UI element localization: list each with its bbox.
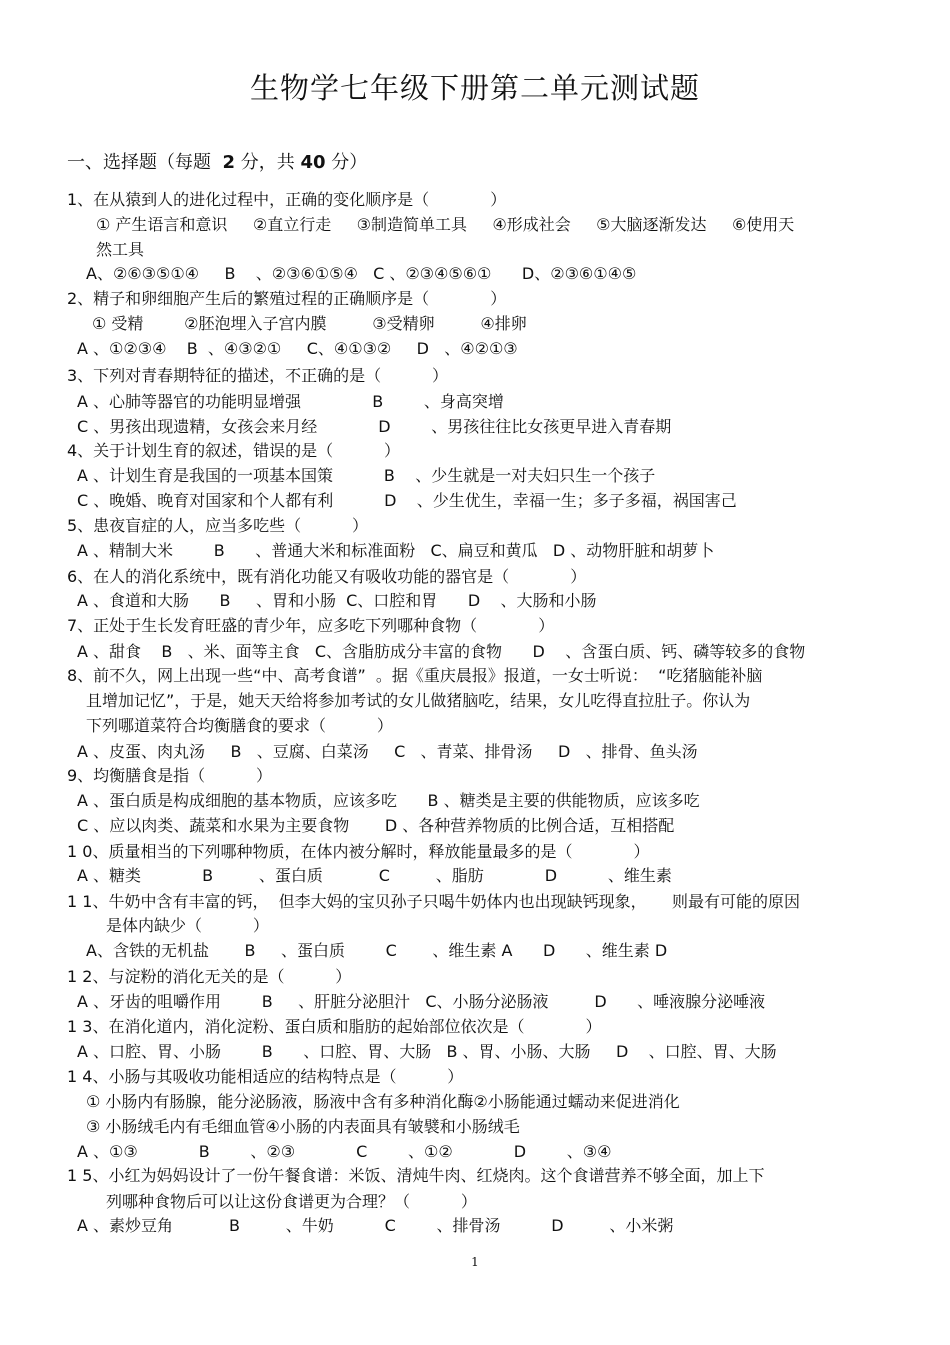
q4-options-cd: C 、晚婚、晚育对国家和个人都有利 D 、少生优生，幸福一生；多子多福，祸国害己 — [77, 491, 737, 510]
question-1: 1、在从猿到人的进化过程中，正确的变化顺序是（ ） — [67, 190, 507, 209]
question-6: 6、在人的消化系统中，既有消化功能又有吸收功能的器官是（ ） — [67, 567, 587, 586]
q3-options-ab: A 、心肺等器官的功能明显增强 B 、身高突增 — [77, 392, 504, 411]
q3-options-cd: C 、男孩出现遗精，女孩会来月经 D 、男孩往往比女孩更早进入青春期 — [77, 417, 672, 436]
q1-items: ① 产生语言和意识 ②直立行走 ③制造简单工具 ④形成社会 ⑤大脑逐渐发达 ⑥使用天 — [96, 215, 795, 234]
q14-items: ① 小肠内有肠腺，能分泌肠液，肠液中含有多种消化酶②小肠能通过蠕动来促进消化 — [86, 1092, 680, 1111]
q13-options: A 、口腔、胃、小肠 B 、口腔、胃、大肠 B 、胃、小肠、大肠 D 、口腔、胃、大肠 — [77, 1042, 777, 1061]
q4-options-ab: A 、计划生育是我国的一项基本国策 B 、少生就是一对夫妇只生一个孩子 — [77, 466, 656, 485]
question-2: 2、精子和卵细胞产生后的繁殖过程的正确顺序是（ ） — [67, 289, 507, 308]
q9-options-ab: A 、蛋白质是构成细胞的基本物质，应该多吃 B 、糖类是主要的供能物质，应该多吃 — [77, 791, 700, 810]
question-10: 1 0、质量相当的下列哪种物质，在体内被分解时，释放能量最多的是（ ） — [67, 842, 650, 861]
section-mid: 分，共 — [234, 152, 301, 173]
section-lead: 一、选择题（每题 — [67, 152, 223, 173]
question-9: 9、均衡膳食是指（ ） — [67, 766, 273, 785]
question-5: 5、患夜盲症的人，应当多吃些（ ） — [67, 516, 369, 535]
q8-text-cont: 且增加记忆”，于是，她天天给将参加考试的女儿做猪脑吃，结果，女儿吃得直拉肚子。你认为 — [86, 691, 751, 710]
question-11: 1 1、牛奶中含有丰富的钙， 但李大妈的宝贝孙子只喝牛奶体内也出现缺钙现象， 则最有可能的原因 — [67, 892, 801, 911]
question-15: 1 5、小红为妈妈设计了一份午餐食谱：米饭、清炖牛肉、红烧肉。这个食谱营养不够全面，加上下 — [67, 1166, 765, 1185]
q12-options: A 、牙齿的咀嚼作用 B 、肝脏分泌胆汁 C、小肠分泌肠液 D 、唾液腺分泌唾液 — [77, 992, 766, 1011]
q9-options-cd: C 、应以肉类、蔬菜和水果为主要食物 D 、各种营养物质的比例合适，互相搭配 — [77, 816, 675, 835]
page-title: 生物学七年级下册第二单元测试题 — [249, 71, 700, 105]
question-12: 1 2、与淀粉的消化无关的是（ ） — [67, 967, 352, 986]
q2-items: ① 受精 ②胚泡埋入子宫内膜 ③受精卵 ④排卵 — [92, 314, 527, 333]
q10-options: A 、糖类 B 、蛋白质 C 、脂肪 D 、维生素 — [77, 866, 672, 885]
question-3: 3、下列对青春期特征的描述，不正确的是（ ） — [67, 366, 449, 385]
q14-options: A 、①③ B 、②③ C 、①② D 、③④ — [77, 1142, 612, 1161]
total-points: 40 — [300, 152, 326, 173]
q8-options: A 、皮蛋、肉丸汤 B 、豆腐、白菜汤 C 、青菜、排骨汤 D 、排骨、鱼头汤 — [77, 742, 698, 761]
q7-options: A 、甜食 B 、米、面等主食 C、含脂肪成分丰富的食物 D 、含蛋白质、钙、磷等较多的食物 — [77, 642, 806, 661]
q6-options: A 、食道和大肠 B 、胃和小肠 C、口腔和胃 D 、大肠和小肠 — [77, 591, 597, 610]
question-8: 8、前不久，网上出现一些“中、高考食谱” 。据《重庆晨报》报道，一女士听说： “吃猪脑能补脑 — [67, 666, 763, 685]
q8-text-cont2: 下列哪道菜符合均衡膳食的要求（ ） — [86, 716, 393, 735]
section-tail: 分） — [325, 152, 368, 173]
q14-items-cont: ③ 小肠绒毛内有毛细血管④小肠的内表面具有皱襞和小肠绒毛 — [86, 1117, 520, 1136]
question-7: 7、正处于生长发育旺盛的青少年，应多吃下列哪种食物（ ） — [67, 616, 555, 635]
q1-options: A、②⑥③⑤①④ B 、②③⑥①⑤④ C 、②③④⑤⑥① D、②③⑥①④⑤ — [86, 264, 637, 283]
question-4: 4、关于计划生育的叙述，错误的是（ ） — [67, 441, 401, 460]
page-number: 1 — [471, 1255, 479, 1269]
q15-text-cont: 列哪种食物后可以让这份食谱更为合理？（ ） — [106, 1192, 477, 1211]
question-14: 1 4、小肠与其吸收功能相适应的结构特点是（ ） — [67, 1067, 464, 1086]
q5-options: A 、精制大米 B 、普通大米和标准面粉 C、扁豆和黄瓜 D 、动物肝脏和胡萝卜 — [77, 541, 715, 560]
question-13: 1 3、在消化道内，消化淀粉、蛋白质和脂肪的起始部位依次是（ ） — [67, 1017, 602, 1036]
q11-text-cont: 是体内缺少（ ） — [106, 916, 269, 935]
q15-options: A 、素炒豆角 B 、牛奶 C 、排骨汤 D 、小米粥 — [77, 1216, 674, 1235]
q11-options: A、含铁的无机盐 B 、蛋白质 C 、维生素 A D 、维生素 D — [86, 941, 668, 960]
q1-items-cont: 然工具 — [96, 240, 145, 259]
section-heading — [67, 150, 367, 176]
points-per-question: 2 — [222, 152, 235, 173]
q2-options: A 、①②③④ B 、④③②① C、④①③② D 、④②①③ — [77, 339, 518, 358]
